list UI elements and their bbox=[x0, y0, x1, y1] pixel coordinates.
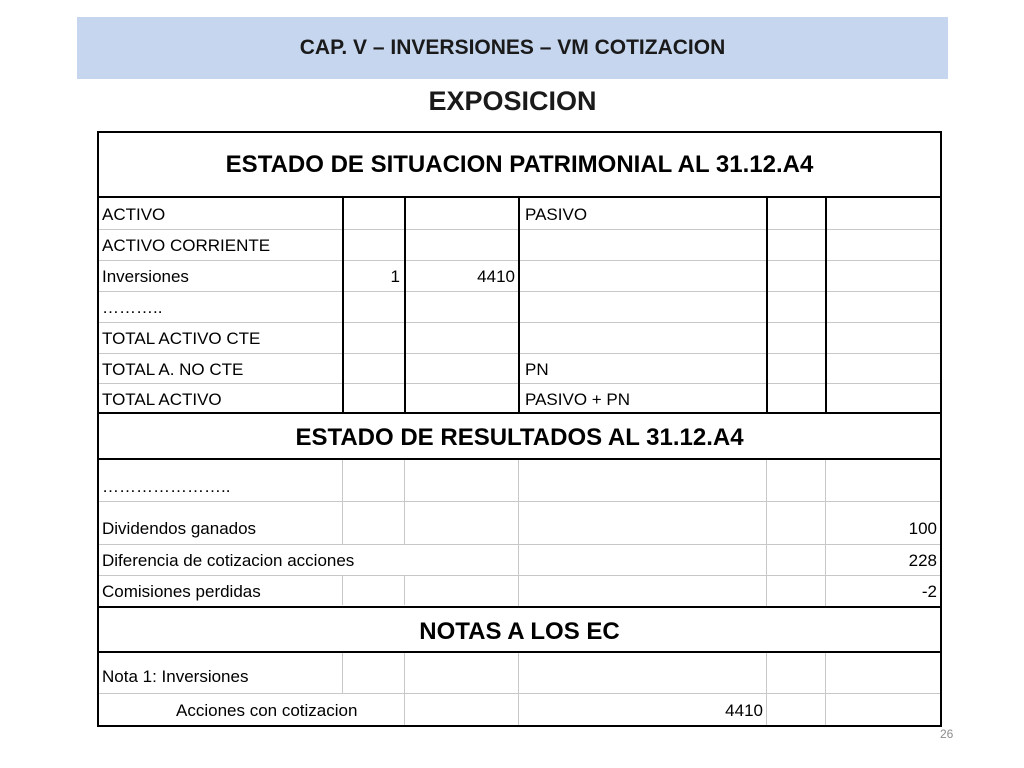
row-divider bbox=[99, 575, 940, 576]
section-divider bbox=[99, 458, 940, 460]
col-divider bbox=[518, 460, 519, 606]
col-divider bbox=[404, 198, 406, 412]
row-divider bbox=[99, 693, 940, 694]
note-item-label: Acciones con cotizacion bbox=[176, 701, 358, 720]
asset-label: TOTAL ACTIVO CTE bbox=[102, 329, 261, 348]
results-label: ………………….. bbox=[102, 477, 231, 496]
asset-label: ACTIVO CORRIENTE bbox=[102, 236, 271, 255]
income-statement-title: ESTADO DE RESULTADOS AL 31.12.A4 bbox=[295, 424, 744, 451]
col-divider bbox=[342, 653, 343, 693]
note-ref-value: 1 bbox=[390, 267, 400, 286]
col-divider bbox=[766, 653, 767, 725]
col-divider bbox=[518, 653, 519, 725]
col-divider bbox=[825, 460, 826, 606]
col-divider bbox=[766, 460, 767, 606]
col-divider bbox=[404, 460, 405, 544]
results-value: 100 bbox=[908, 519, 937, 538]
section-divider bbox=[99, 412, 940, 414]
results-value: 228 bbox=[908, 551, 937, 570]
liability-label: PASIVO bbox=[525, 205, 588, 224]
balance-sheet-title: ESTADO DE SITUACION PATRIMONIAL AL 31.12.A4 bbox=[225, 151, 814, 178]
note-label: Nota 1: Inversiones bbox=[102, 667, 249, 686]
col-divider bbox=[342, 460, 343, 544]
row-divider bbox=[99, 544, 940, 545]
col-divider bbox=[518, 198, 520, 412]
col-divider bbox=[342, 198, 344, 412]
col-divider bbox=[404, 575, 405, 605]
results-label: Diferencia de cotizacion acciones bbox=[102, 551, 355, 570]
asset-label: Inversiones bbox=[102, 267, 189, 286]
slide-title-bar bbox=[77, 17, 948, 79]
asset-label: ACTIVO bbox=[102, 205, 166, 224]
col-divider bbox=[825, 198, 827, 412]
asset-label: TOTAL A. NO CTE bbox=[102, 360, 244, 379]
row-divider bbox=[99, 501, 940, 502]
note-item-value: 4410 bbox=[725, 701, 763, 720]
slide-subtitle: EXPOSICION bbox=[428, 86, 597, 116]
results-label: Dividendos ganados bbox=[102, 519, 257, 538]
slide-number: 26 bbox=[940, 727, 954, 741]
results-label: Comisiones perdidas bbox=[102, 582, 261, 601]
asset-label: ……….. bbox=[102, 298, 163, 317]
amount-value: 4410 bbox=[477, 267, 515, 286]
financial-statements-table bbox=[97, 131, 942, 727]
results-value: -2 bbox=[921, 582, 937, 601]
col-divider bbox=[342, 575, 343, 605]
section-divider bbox=[99, 606, 940, 608]
section-divider bbox=[99, 651, 940, 653]
col-divider bbox=[825, 653, 826, 725]
liability-label: PN bbox=[525, 360, 549, 379]
slide-title: CAP. V – INVERSIONES – VM COTIZACION bbox=[299, 36, 726, 59]
col-divider bbox=[766, 198, 768, 412]
notes-title: NOTAS A LOS EC bbox=[419, 618, 620, 645]
liability-label: PASIVO + PN bbox=[525, 390, 631, 409]
asset-label: TOTAL ACTIVO bbox=[102, 390, 222, 409]
col-divider bbox=[404, 653, 405, 725]
